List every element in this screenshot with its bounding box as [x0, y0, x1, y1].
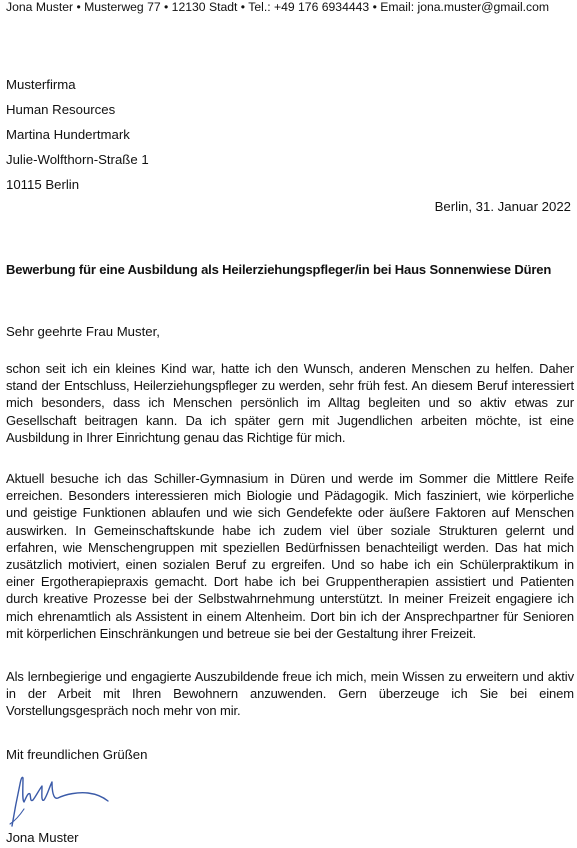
recipient-city: 10115 Berlin	[6, 177, 80, 192]
body-paragraph-3: Als lernbegierige und engagierte Auszubildende freue ich mich, mein Wissen zu erweitern und aktiv in der Arbeit mit Ihren Bewohnern anzuwenden. Gern überzeuge ich Sie bei einem Vorstellungsgespräch noch mehr von mir.	[6, 669, 574, 719]
sender-contact-line: Jona Muster • Musterweg 77 • 12130 Stadt • Tel.: +49 176 6934443 • Email: jona.muster@gmail.com	[6, 0, 550, 14]
letter-date: Berlin, 31. Januar 2022	[434, 199, 571, 214]
recipient-address-block	[6, 72, 306, 197]
closing-phrase: Mit freundlichen Grüßen	[6, 747, 148, 762]
body-paragraph-2: Aktuell besuche ich das Schiller-Gymnasium in Düren und werde im Sommer die Mittlere Reife erreichen. Besonders interessieren mich Biologie und Pädagogik. Mich fasziniert, wie körperliche und geistige Funktionen ablaufen und wie sich Gendefekte oder äußere Faktoren auf Menschen auswirken. In Gemeinschaftskunde habe ich zudem viel über soziale Strukturen gelernt und erfahren, wie Menschengruppen mit speziellen Bedürfnissen benachteiligt werden. Das hat mich zusätzlich motiviert, einen sozialen Beruf zu ergreifen. Und so habe ich ein Schülerpraktikum in einer Ergotherapiepraxis gemacht. Dort habe ich bei Gruppentherapien assistiert und Patienten durch kreative Prozesse bei der Selbstwahrnehmung unterstützt. In meiner Freizeit engagiere ich mich ehrenamtlich als Assistent in einem Altenheim. Dort bin ich der Ansprechpartner für Senioren mit körperlichen Einschränkungen und betreue sie bei der Gestaltung ihrer Freizeit.	[6, 471, 574, 641]
recipient-contact: Martina Hundertmark	[6, 127, 130, 142]
letter-subject: Bewerbung für eine Ausbildung als Heilerziehungspfleger/in bei Haus Sonnenwiese Düren	[6, 262, 552, 277]
recipient-street: Julie-Wolfthorn-Straße 1	[6, 152, 149, 167]
recipient-department: Human Resources	[6, 102, 116, 117]
salutation: Sehr geehrte Frau Muster,	[6, 324, 160, 339]
body-paragraph-1: schon seit ich ein kleines Kind war, hatte ich den Wunsch, anderen Menschen zu helfen. Daher stand der Entschluss, Heilerziehungspfleger zu werden, sehr früh fest. An diesem Beruf interessiert mich besonders, dass ich Menschen persönlich im Alltag begleiten und so aktiv etwas zur Gesellschaft beitragen kann. Da ich später gern mit Jugendlichen arbeiten möchte, ist eine Ausbildung in Ihrer Einrichtung genau das Richtige für mich.	[6, 361, 574, 445]
recipient-company: Musterfirma	[6, 77, 76, 92]
signer-name: Jona Muster	[6, 830, 79, 845]
handwritten-signature	[6, 768, 116, 828]
